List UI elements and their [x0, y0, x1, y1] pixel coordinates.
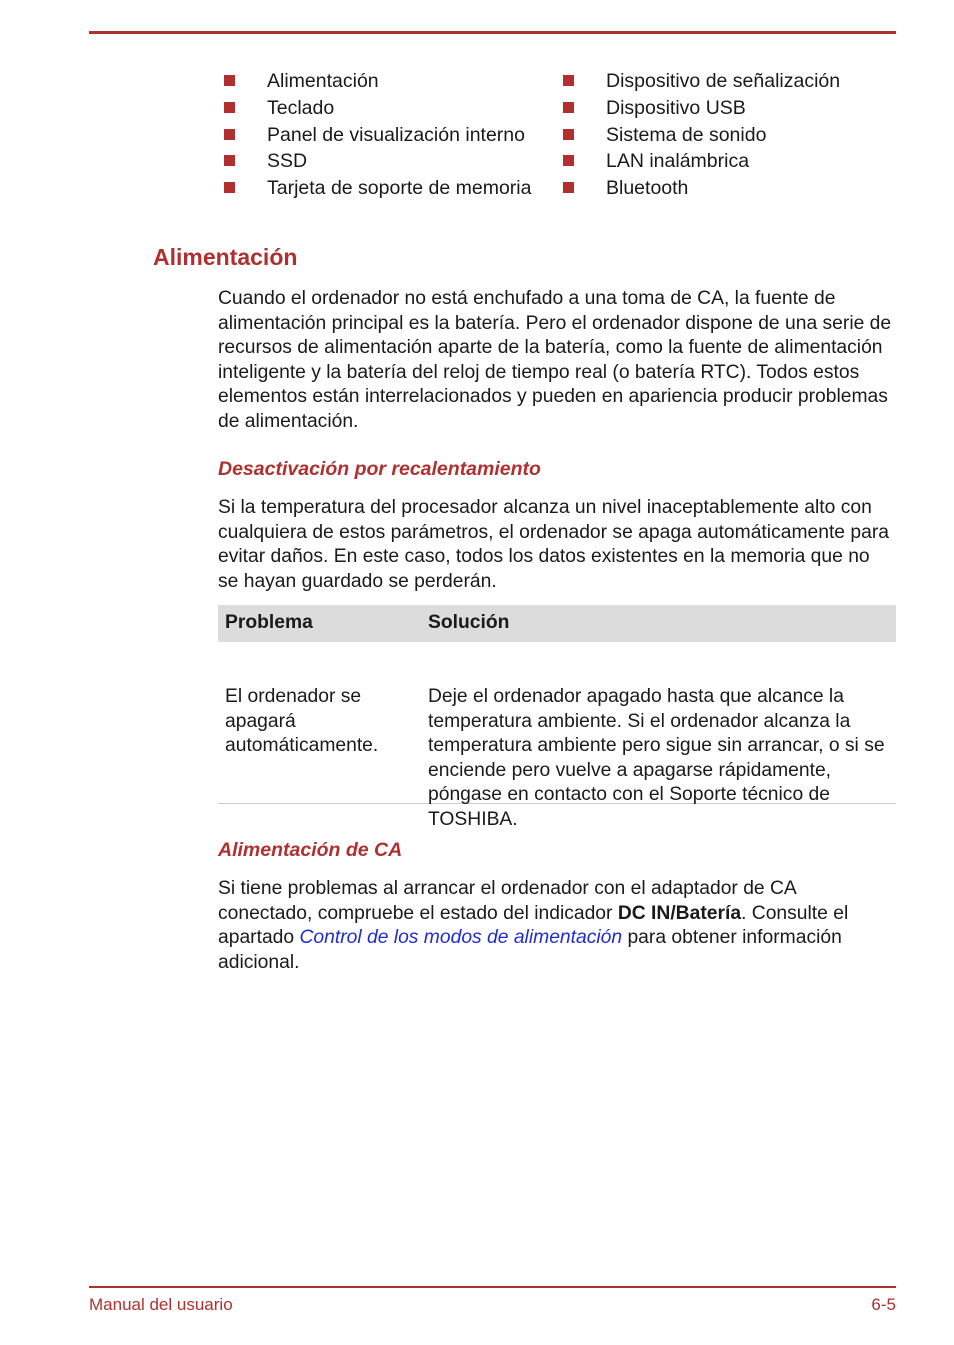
bullet-square-icon [563, 155, 574, 166]
power-modes-link[interactable]: Control de los modos de alimentación [299, 927, 623, 948]
bullet-square-icon [563, 129, 574, 140]
ac-power-paragraph: Si tiene problemas al arrancar el ordenador con el adaptador de CA conectado, compruebe el estado del indicador DC IN/Batería. Consulte el apartado Control de los modos de alimentación para obtener información adicional. [218, 878, 849, 973]
section-title: Alimentación [153, 244, 298, 270]
cell-problem: El ordenador se apagará automáticamente. [225, 686, 379, 756]
bullet-square-icon [563, 75, 574, 86]
bullet-square-icon [224, 129, 235, 140]
table-header [218, 605, 896, 642]
bullet-square-icon [563, 182, 574, 193]
bullet-square-icon [224, 182, 235, 193]
cell-solution: Deje el ordenador apagado hasta que alcance la temperatura ambiente. Si el ordenador alcanza la temperatura ambiente pero sigue sin arrancar, o si se enciende pero vuelve a apagarse rápidamente, póngase en contacto con el Soporte técnico de TOSHIBA. [428, 686, 885, 830]
header-problem: Problema [225, 612, 313, 633]
footer-rule [89, 1286, 896, 1288]
header-solution: Solución [428, 612, 510, 633]
overheat-title: Desactivación por recalentamiento [218, 458, 541, 480]
footer-title: Manual del usuario [89, 1295, 233, 1314]
bullet-square-icon [224, 102, 235, 113]
intro-paragraph: Cuando el ordenador no está enchufado a una toma de CA, la fuente de alimentación principal es la batería. Pero el ordenador dispone de una serie de recursos de alimentación aparte de la batería, como la fuente de alimentación inteligente y la batería del reloj de tiempo real (o batería RTC). Todos estos elementos están interrelacionados y pueden en apariencia producir problemas de alimentación. [218, 288, 892, 432]
bullet-square-icon [224, 75, 235, 86]
indicator-name: DC IN/Batería [617, 902, 742, 924]
bullet-square-icon [563, 102, 574, 113]
table-row [218, 642, 896, 830]
ac-power-title: Alimentación de CA [218, 839, 403, 861]
troubleshooting-table [218, 605, 896, 830]
page-number: 6-5 [871, 1295, 896, 1314]
header-rule [89, 31, 896, 34]
overheat-paragraph: Si la temperatura del procesador alcanza un nivel inaceptablemente alto con cualquiera de estos parámetros, el ordenador se apaga automáticamente para evitar daños. En este caso, todos los datos existentes en la memoria que no se hayan guardado se perderán. [218, 497, 889, 592]
bullet-square-icon [224, 155, 235, 166]
